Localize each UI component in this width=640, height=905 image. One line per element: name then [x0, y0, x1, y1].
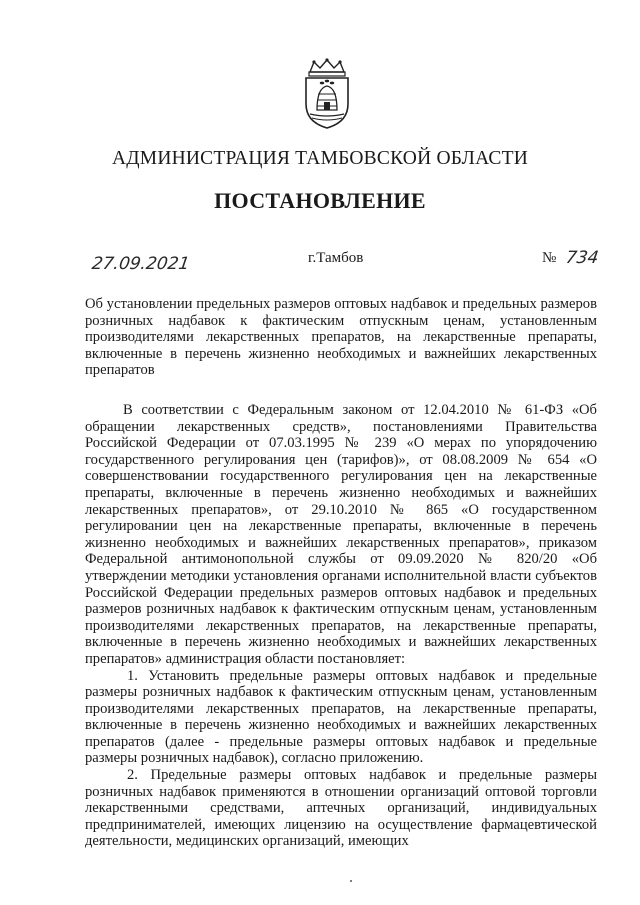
document-subject: Об установлении предельных размеров оптовых надбавок и предельных размеров розничных надбавок к фактическим отпускным ценам, установленным производителями лекарственных препаратов, на лекарственные препараты, включенные в перечень жизненно необходимых и важнейших лекарственных препаратов — [85, 296, 597, 379]
page-speck — [350, 880, 352, 882]
document-number: 734 — [564, 248, 600, 268]
organization-title: АДМИНИСТРАЦИЯ ТАМБОВСКОЙ ОБЛАСТИ — [112, 148, 528, 169]
clause-1-paragraph: 1. Установить предельные размеры оптовых надбавок и предельные размеры розничных надбавок к фактическим отпускным ценам, установленным производителями лекарственных препаратов, на лекарственные препараты, включенные в перечень жизненно необходимых и важнейших лекарственных препаратов (далее - предельные размеры оптовых надбавок и предельные размеры розничных надбавок), согласно приложению. — [85, 667, 597, 767]
document-city: г.Тамбов — [308, 250, 364, 266]
document-type-title: ПОСТАНОВЛЕНИЕ — [214, 188, 426, 213]
document-body — [85, 402, 597, 850]
tambov-coat-of-arms-icon — [298, 58, 356, 130]
document-date: 27.09.2021 — [90, 254, 191, 274]
clause-2-paragraph: 2. Предельные размеры оптовых надбавок и предельные размеры розничных надбавок применяются в отношении организаций оптовой торговли лекарственными средствами, аптечных организаций, индивидуальных предпринимателей, имеющих лицензию на осуществление фармацевтической деятельности, медицинских организаций, имеющих — [85, 767, 597, 850]
document-number-label: № — [542, 250, 557, 266]
preamble-paragraph: В соответствии с Федеральным законом от 12.04.2010 № 61-ФЗ «Об обращении лекарственных средств», постановлениями Правительства Российской Федерации от 07.03.1995 № 239 «О мерах по упорядочению государственного регулирования цен (тарифов)», от 08.08.2009 № 654 «О совершенствовании государственного регулирования цен на лекарственные препараты, включенные в перечень жизненно необходимых и важнейших лекарственных препаратов», от 29.10.2010 № 865 «О государственном регулировании цен на лекарственные препараты, включенные в перечень жизненно необходимых и важнейших лекарственных препаратов», приказом Федеральной антимонопольной службы от 09.09.2020 № 820/20 «Об утверждении методики установления органами исполнительной власти субъектов Российской Федерации предельных размеров оптовых надбавок и предельных размеров розничных надбавок к фактическим отпускным ценам, установленным производителями лекарственных препаратов, на лекарственные препараты, включенные в перечень жизненно необходимых и важнейших лекарственных препаратов» администрация области постановляет: — [85, 402, 597, 667]
